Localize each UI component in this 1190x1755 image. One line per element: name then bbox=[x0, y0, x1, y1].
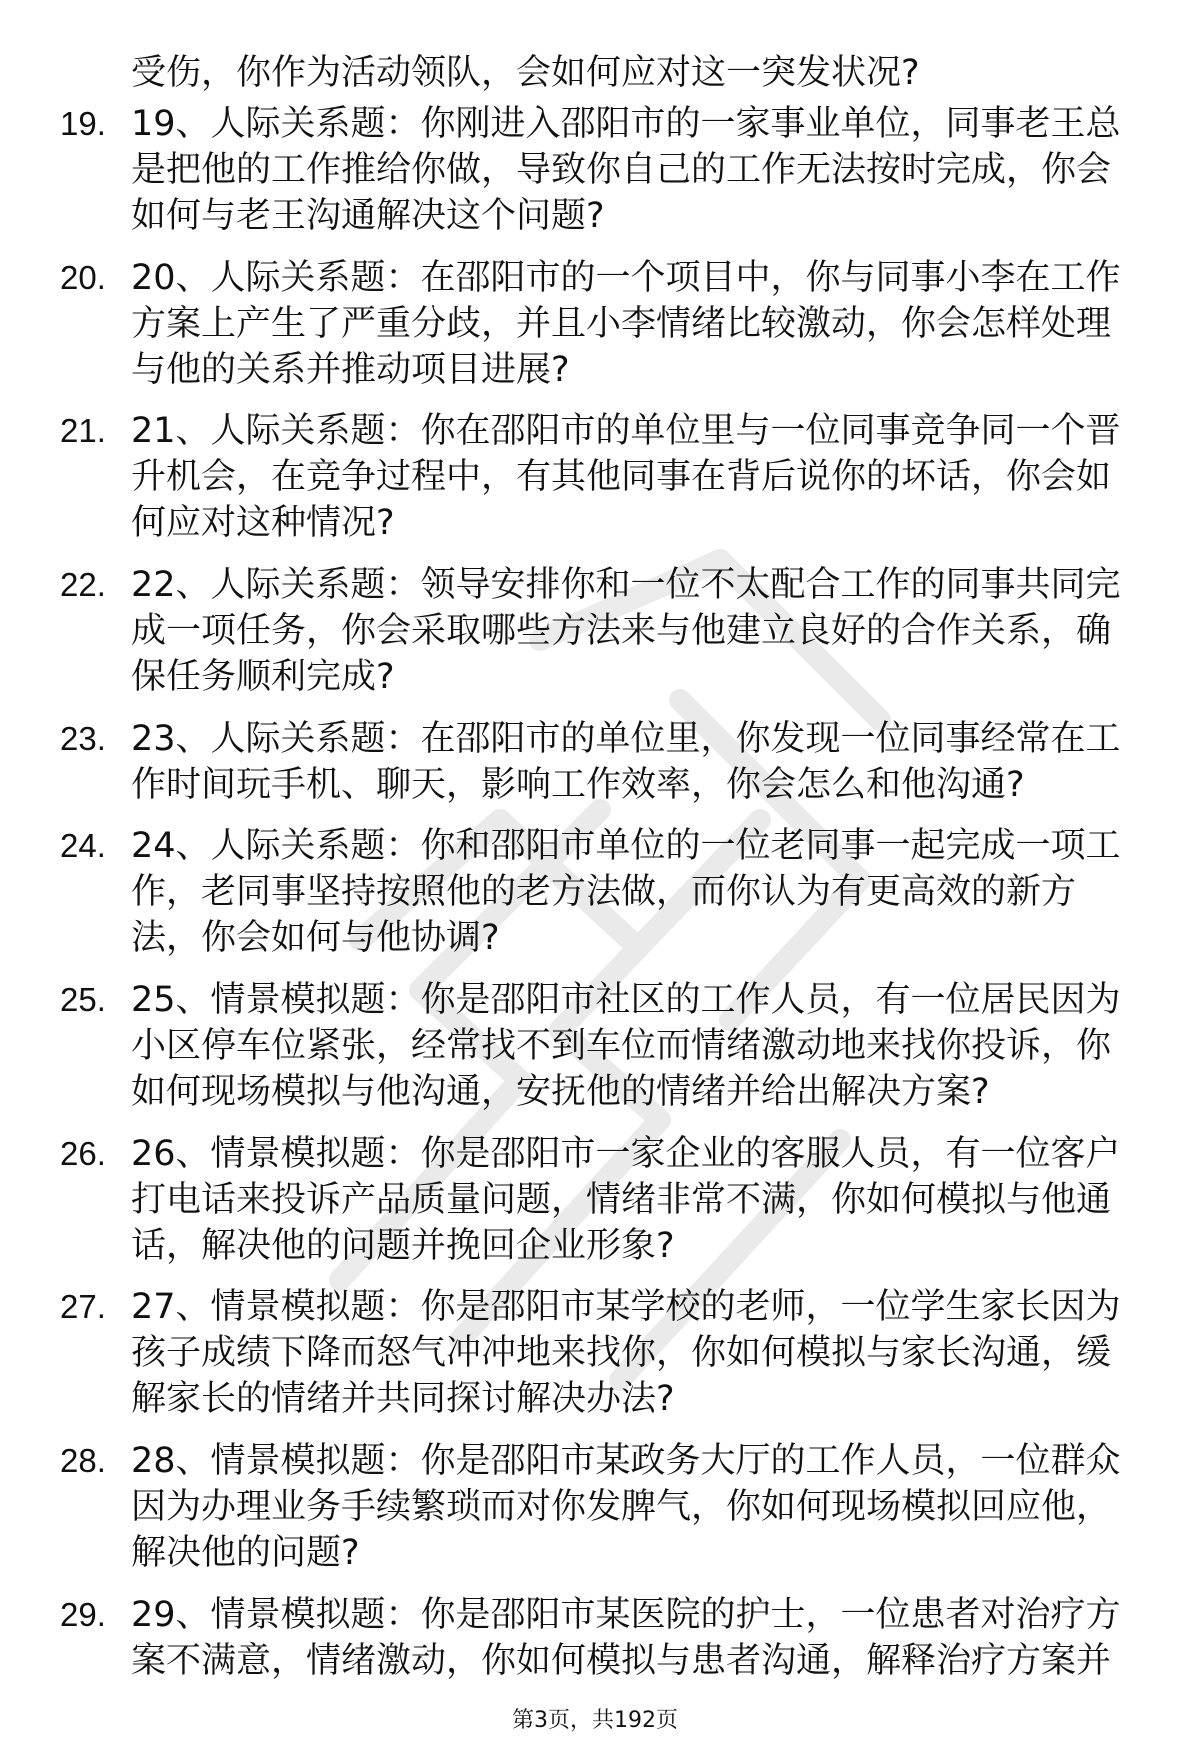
list-item-number: 20. bbox=[60, 259, 106, 296]
list-item-line: 何应对这种情况? bbox=[131, 503, 395, 543]
list-item-number: 28. bbox=[60, 1442, 106, 1479]
list-item-line: 打电话来投诉产品质量问题，情绪非常不满，你如何模拟与他通 bbox=[131, 1180, 1112, 1220]
list-item-line: 保任务顺利完成? bbox=[131, 657, 395, 697]
list-item-line: 孩子成绩下降而怒气冲冲地来找你，你如何模拟与家长沟通，缓 bbox=[131, 1333, 1112, 1373]
list-item-line: 21、人际关系题：你在邵阳市的单位里与一位同事竞争同一个晋 bbox=[131, 411, 1121, 451]
list-item-line: 19、人际关系题：你刚进入邵阳市的一家事业单位，同事老王总 bbox=[131, 104, 1121, 144]
list-item-line: 作，老同事坚持按照他的老方法做，而你认为有更高效的新方 bbox=[131, 872, 1077, 912]
list-item-line: 22、人际关系题：领导安排你和一位不太配合工作的同事共同完 bbox=[131, 565, 1121, 605]
list-item-line: 因为办理业务手续繁琐而对你发脾气，你如何现场模拟回应他， bbox=[131, 1487, 1112, 1527]
list-item-number: 23. bbox=[60, 720, 106, 757]
list-item-line: 28、情景模拟题：你是邵阳市某政务大厅的工作人员，一位群众 bbox=[131, 1441, 1121, 1481]
list-item-line: 20、人际关系题：在邵阳市的一个项目中，你与同事小李在工作 bbox=[131, 258, 1121, 298]
list-item-line: 解决他的问题? bbox=[131, 1533, 360, 1573]
list-item-number: 24. bbox=[60, 827, 106, 864]
list-item-line: 升机会，在竞争过程中，有其他同事在背后说你的坏话，你会如 bbox=[131, 457, 1112, 497]
list-item-number: 27. bbox=[60, 1288, 106, 1325]
list-item-number: 26. bbox=[60, 1135, 106, 1172]
continuation-line: 受伤，你作为活动领队，会如何应对这一突发状况? bbox=[131, 53, 920, 93]
list-item-line: 23、人际关系题：在邵阳市的单位里，你发现一位同事经常在工 bbox=[131, 719, 1121, 759]
list-item-line: 案不满意，情绪激动，你如何模拟与患者沟通，解释治疗方案并 bbox=[131, 1641, 1112, 1681]
list-item-line: 解家长的情绪并共同探讨解决办法? bbox=[131, 1379, 675, 1419]
list-item-line: 26、情景模拟题：你是邵阳市一家企业的客服人员，有一位客户 bbox=[131, 1134, 1121, 1174]
list-item-number: 22. bbox=[60, 566, 106, 603]
list-item-number: 21. bbox=[60, 412, 106, 449]
list-item-line: 如何与老王沟通解决这个问题? bbox=[131, 196, 605, 236]
list-item-number: 25. bbox=[60, 981, 106, 1018]
list-item-number: 19. bbox=[60, 105, 106, 142]
page-number-footer: 第3页，共192页 bbox=[512, 1708, 678, 1733]
list-item-line: 成一项任务，你会采取哪些方法来与他建立良好的合作关系，确 bbox=[131, 611, 1112, 651]
list-item-line: 与他的关系并推动项目进展? bbox=[131, 350, 570, 390]
list-item-line: 小区停车位紧张，经常找不到车位而情绪激动地来找你投诉，你 bbox=[131, 1026, 1112, 1066]
list-item-line: 24、人际关系题：你和邵阳市单位的一位老同事一起完成一项工 bbox=[131, 826, 1121, 866]
list-item-line: 如何现场模拟与他沟通，安抚他的情绪并给出解决方案? bbox=[131, 1072, 990, 1112]
list-item-line: 法，你会如何与他协调? bbox=[131, 918, 500, 958]
list-item-line: 方案上产生了严重分歧，并且小李情绪比较激动，你会怎样处理 bbox=[131, 304, 1112, 344]
list-item-line: 是把他的工作推给你做，导致你自己的工作无法按时完成，你会 bbox=[131, 150, 1112, 190]
list-item-line: 29、情景模拟题：你是邵阳市某医院的护士，一位患者对治疗方 bbox=[131, 1595, 1121, 1635]
list-item-number: 29. bbox=[60, 1596, 106, 1633]
list-item-line: 27、情景模拟题：你是邵阳市某学校的老师，一位学生家长因为 bbox=[131, 1287, 1121, 1327]
list-item-line: 作时间玩手机、聊天，影响工作效率，你会怎么和他沟通? bbox=[131, 765, 1025, 805]
list-item-line: 话，解决他的问题并挽回企业形象? bbox=[131, 1226, 675, 1266]
list-item-line: 25、情景模拟题：你是邵阳市社区的工作人员，有一位居民因为 bbox=[131, 980, 1121, 1020]
